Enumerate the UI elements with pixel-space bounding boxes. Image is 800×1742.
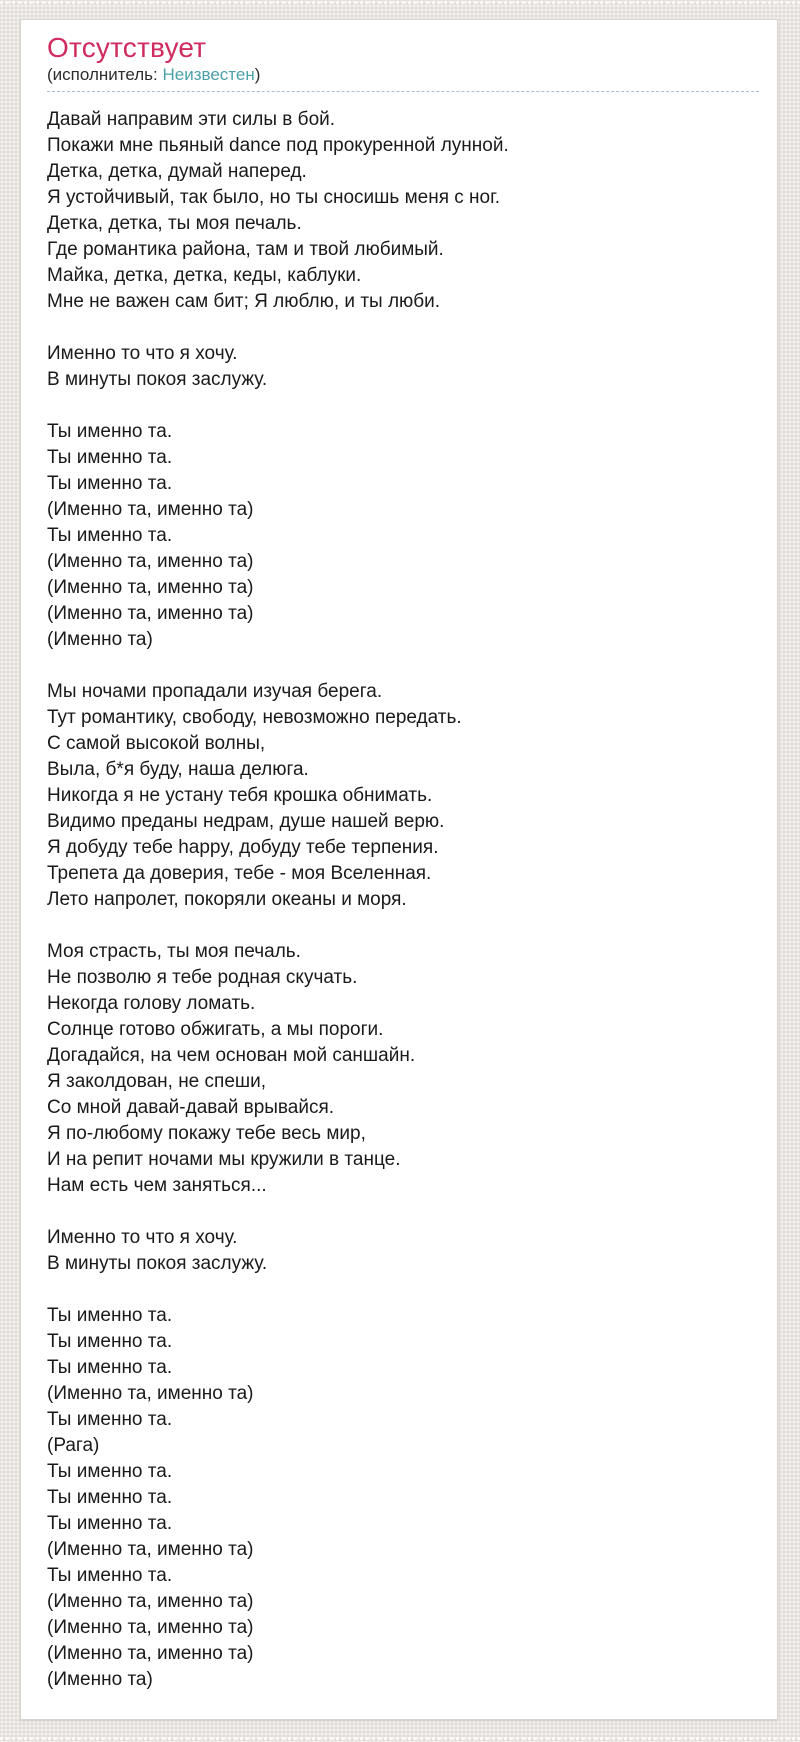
lyric-line: (Именно та, именно та) <box>47 1617 254 1638</box>
lyric-line: Солнце готово обжигать, а мы пороги. <box>47 1019 384 1040</box>
lyric-line: Мы ночами пропадали изучая берега. <box>47 681 383 702</box>
lyric-line: Ты именно та. <box>47 1513 173 1534</box>
lyric-blank-line <box>47 393 759 419</box>
lyric-line: Моя страсть, ты моя печаль. <box>47 941 301 962</box>
lyric-line: В минуты покоя заслужу. <box>47 1253 268 1274</box>
lyric-blank-line <box>47 653 759 679</box>
lyric-line: Ты именно та. <box>47 473 173 494</box>
song-title: Отсутствует <box>47 32 207 63</box>
artist-line <box>47 65 759 85</box>
lyric-line: Никогда я не устану тебя крошка обнимать. <box>47 785 433 806</box>
lyric-line: (Именно та, именно та) <box>47 577 254 598</box>
lyric-line: Со мной давай-давай врывайся. <box>47 1097 335 1118</box>
lyric-line: Именно то что я хочу. <box>47 343 238 364</box>
lyric-line: (Именно та) <box>47 1669 153 1690</box>
lyric-blank-line <box>47 1277 759 1303</box>
artist-line-suffix: ) <box>254 65 261 84</box>
lyric-line: Догадайся, на чем основан мой саншайн. <box>47 1045 416 1066</box>
lyric-line: Тут романтику, свободу, невозможно передать. <box>47 707 462 728</box>
lyric-line: С самой высокой волны, <box>47 733 266 754</box>
lyric-blank-line <box>47 1199 759 1225</box>
lyric-line: В минуты покоя заслужу. <box>47 369 268 390</box>
lyric-line: Ты именно та. <box>47 1565 173 1586</box>
background-stitch-top <box>0 1 800 4</box>
lyrics <box>47 107 759 1693</box>
lyric-line: (Именно та) <box>47 629 153 650</box>
lyric-line: Ты именно та. <box>47 447 173 468</box>
artist-link[interactable]: Неизвестен <box>162 65 255 84</box>
lyric-line: (Именно та, именно та) <box>47 1539 254 1560</box>
lyric-line: И на репит ночами мы кружили в танце. <box>47 1149 401 1170</box>
lyric-line: (Именно та, именно та) <box>47 551 254 572</box>
lyric-line: Ты именно та. <box>47 421 173 442</box>
lyric-line: Не позволю я тебе родная скучать. <box>47 967 358 988</box>
lyric-line: Я по-любому покажу тебе весь мир, <box>47 1123 366 1144</box>
lyric-line: Ты именно та. <box>47 525 173 546</box>
artist-line-prefix: (исполнитель: <box>47 65 163 84</box>
lyric-line: (Рага) <box>47 1435 100 1456</box>
lyric-line: (Именно та, именно та) <box>47 1643 254 1664</box>
song-header <box>47 32 759 92</box>
lyric-line: Детка, детка, думай наперед. <box>47 161 307 182</box>
lyric-line: Нам есть чем заняться... <box>47 1175 267 1196</box>
lyric-line: Ты именно та. <box>47 1305 173 1326</box>
lyric-line: Ты именно та. <box>47 1357 173 1378</box>
lyric-line: Ты именно та. <box>47 1487 173 1508</box>
lyric-line: Видимо преданы недрам, душе нашей верю. <box>47 811 445 832</box>
lyric-line: Покажи мне пьяный dance под прокуренной лунной. <box>47 135 509 156</box>
lyric-line: Трепета да доверия, тебе - моя Вселенная. <box>47 863 432 884</box>
lyric-line: Ты именно та. <box>47 1461 173 1482</box>
lyric-line: Лето напролет, покоряли океаны и моря. <box>47 889 407 910</box>
lyric-blank-line <box>47 913 759 939</box>
lyric-line: Я заколдован, не спеши, <box>47 1071 267 1092</box>
lyric-line: Давай направим эти силы в бой. <box>47 109 336 130</box>
background-stitch-bottom <box>0 1737 800 1740</box>
lyric-line: (Именно та, именно та) <box>47 603 254 624</box>
lyric-line: Именно то что я хочу. <box>47 1227 238 1248</box>
lyric-line: Некогда голову ломать. <box>47 993 256 1014</box>
lyric-line: Детка, детка, ты моя печаль. <box>47 213 302 234</box>
lyric-line: Я добуду тебе happy, добуду тебе терпения. <box>47 837 439 858</box>
lyric-blank-line <box>47 315 759 341</box>
lyric-line: (Именно та, именно та) <box>47 499 254 520</box>
lyric-line: Я устойчивый, так было, но ты сносишь меня с ног. <box>47 187 500 208</box>
lyric-line: (Именно та, именно та) <box>47 1383 254 1404</box>
lyric-line: Майка, детка, детка, кеды, каблуки. <box>47 265 362 286</box>
lyric-line: Ты именно та. <box>47 1331 173 1352</box>
lyric-line: Где романтика района, там и твой любимый. <box>47 239 444 260</box>
lyric-line: Выла, б*я буду, наша делюга. <box>47 759 309 780</box>
lyric-line: Ты именно та. <box>47 1409 173 1430</box>
lyrics-card <box>20 19 778 1720</box>
lyric-line: (Именно та, именно та) <box>47 1591 254 1612</box>
lyric-line: Мне не важен сам бит; Я люблю, и ты люби. <box>47 291 441 312</box>
